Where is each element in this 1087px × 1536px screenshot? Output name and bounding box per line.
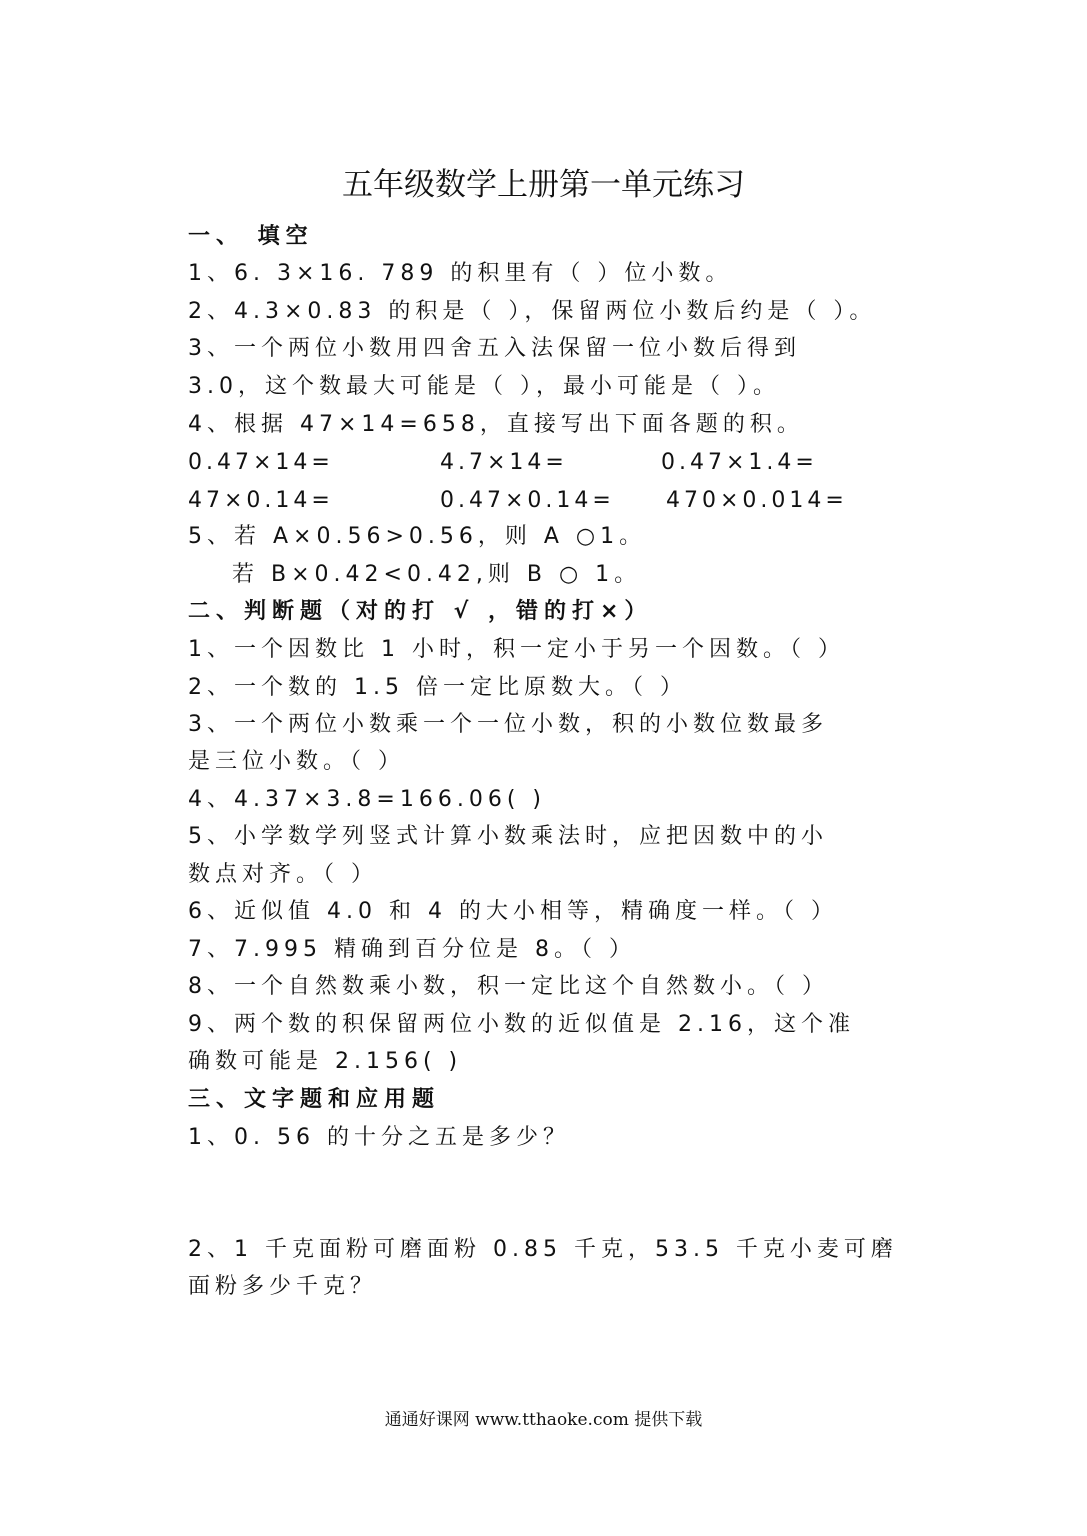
section-3-heading: 三、文字题和应用题 bbox=[188, 1087, 441, 1112]
s1-question-3-line-1: 3、一个两位小数用四舍五入法保留一位小数后得到 bbox=[188, 336, 801, 361]
section-1-heading: 一、 填空 bbox=[188, 224, 314, 249]
s2-question-9-line-2: 确数可能是 2.156( ) bbox=[188, 1049, 463, 1074]
s1-question-2: 2、4.3×0.83 的积是（ ），保留两位小数后约是（ ）。 bbox=[188, 299, 877, 324]
page-footer: 通通好课网 www.tthaoke.com 提供下载 bbox=[384, 1410, 703, 1430]
s3-question-2-line-2: 面粉多少千克？ bbox=[188, 1274, 378, 1299]
s2-question-3-line-2: 是三位小数。（ ） bbox=[188, 749, 405, 774]
s2-question-9-line-1: 9、两个数的积保留两位小数的近似值是 2.16，这个准 bbox=[188, 1012, 855, 1037]
s2-question-5-line-2: 数点对齐。（ ） bbox=[188, 862, 378, 887]
s1-question-5-line-1: 5、若 A×0.56>0.56，则 A ○1。 bbox=[188, 524, 647, 549]
s2-question-2: 2、一个数的 1.5 倍一定比原数大。（ ） bbox=[188, 675, 687, 700]
s2-question-8: 8、一个自然数乘小数，积一定比这个自然数小。（ ） bbox=[188, 974, 829, 999]
s2-question-6: 6、近似值 4.0 和 4 的大小相等，精确度一样。（ ） bbox=[188, 899, 838, 924]
s1-question-1: 1、6. 3×16. 789 的积里有（ ）位小数。 bbox=[188, 261, 733, 286]
s1-question-5-line-2: 若 B×0.42<0.42,则 B ○ 1。 bbox=[232, 562, 642, 587]
s2-question-1: 1、一个因数比 1 小时，积一定小于另一个因数。（ ） bbox=[188, 637, 845, 662]
q4-item: 0.47×0.14= bbox=[440, 488, 615, 513]
s3-question-2-line-1: 2、1 千克面粉可磨面粉 0.85 千克，53.5 千克小麦可磨 bbox=[188, 1237, 898, 1262]
q4-item: 47×0.14= bbox=[188, 488, 334, 513]
q4-item: 0.47×1.4= bbox=[661, 450, 818, 475]
q4-item: 470×0.014= bbox=[666, 488, 848, 513]
s1-question-4: 4、根据 47×14=658，直接写出下面各题的积。 bbox=[188, 412, 804, 437]
s1-question-3-line-2: 3.0，这个数最大可能是（ ），最小可能是（ ）。 bbox=[188, 374, 780, 399]
s2-question-5-line-1: 5、小学数学列竖式计算小数乘法时，应把因数中的小 bbox=[188, 824, 828, 849]
s2-question-4: 4、4.37×3.8=166.06( ) bbox=[188, 787, 546, 812]
q4-item: 4.7×14= bbox=[440, 450, 568, 475]
s2-question-7: 7、7.995 精确到百分位是 8。（ ） bbox=[188, 937, 636, 962]
s3-question-1: 1、0. 56 的十分之五是多少？ bbox=[188, 1125, 570, 1150]
q4-item: 0.47×14= bbox=[188, 450, 334, 475]
section-2-heading: 二、判断题（对的打 √ ，错的打×） bbox=[188, 599, 653, 624]
page-title: 五年级数学上册第一单元练习 bbox=[342, 167, 745, 203]
s2-question-3-line-1: 3、一个两位小数乘一个一位小数，积的小数位数最多 bbox=[188, 712, 828, 737]
